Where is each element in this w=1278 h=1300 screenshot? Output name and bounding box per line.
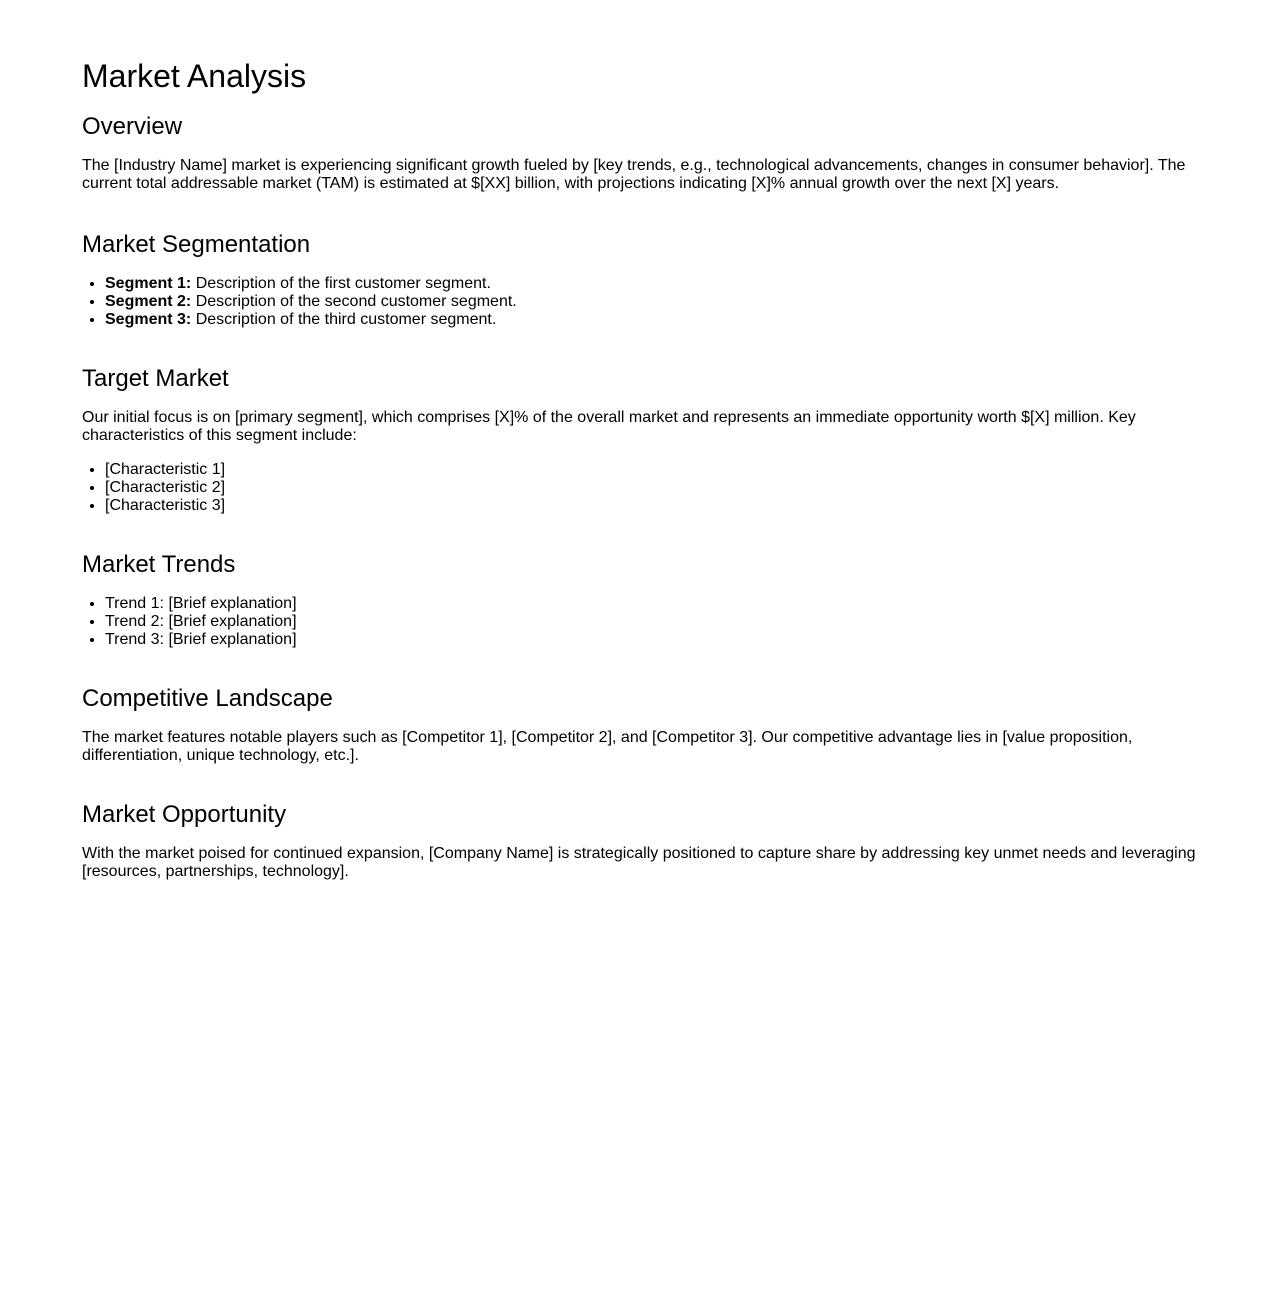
characteristic-list xyxy=(82,461,1198,515)
section-heading-competitive-landscape: Competitive Landscape xyxy=(82,685,333,712)
characteristic-item: • [Characteristic 1] xyxy=(105,461,1198,479)
segment-description: Description of the first customer segment. xyxy=(191,275,491,292)
segment-item xyxy=(105,293,1198,311)
segment-description: Description of the third customer segment. xyxy=(191,311,497,328)
characteristic-item: • [Characteristic 2] xyxy=(105,479,1198,497)
section-heading-market-trends: Market Trends xyxy=(82,551,236,578)
market-opportunity-paragraph: With the market poised for continued expansion, [Company Name] is strategically positioned to capture share by addressing key unmet needs and leveraging [resources, partnerships, technology]. xyxy=(82,845,1196,880)
segment-item xyxy=(105,311,1198,329)
section-target-market xyxy=(82,365,1198,515)
trend-list xyxy=(82,595,1198,649)
section-market-trends xyxy=(82,551,1198,649)
overview-paragraph: The [Industry Name] market is experiencing significant growth fueled by [key trends, e.g., technological advancements, changes in consumer behavior]. The current total addressable market (TAM) is estimated at $[XX] billion, with projections indicating [X]% annual growth over the next [X] years. xyxy=(82,157,1186,192)
characteristic-item: • [Characteristic 3] xyxy=(105,497,1198,515)
section-heading-overview: Overview xyxy=(82,113,183,140)
segment-item xyxy=(105,275,1198,293)
segment-label: Segment 2: xyxy=(105,293,192,310)
page-title: Market Analysis xyxy=(82,58,307,94)
section-heading-target-market: Target Market xyxy=(82,365,229,392)
trend-item: • Trend 3: [Brief explanation] xyxy=(105,631,1198,649)
section-overview xyxy=(82,113,1198,193)
section-heading-market-opportunity: Market Opportunity xyxy=(82,801,287,828)
section-heading-market-segmentation: Market Segmentation xyxy=(82,231,311,258)
competitive-landscape-paragraph: The market features notable players such as [Competitor 1], [Competitor 2], and [Competitor 3]. Our competitive advantage lies in [value proposition, differentiation, unique technology, etc.]. xyxy=(82,729,1133,764)
target-market-paragraph: Our initial focus is on [primary segment], which comprises [X]% of the overall market and represents an immediate opportunity worth $[X] million. Key characteristics of this segment include: xyxy=(82,409,1136,444)
segment-description: Description of the second customer segment. xyxy=(191,293,517,310)
section-competitive-landscape xyxy=(82,685,1198,765)
section-market-segmentation xyxy=(82,231,1198,329)
trend-item: • Trend 1: [Brief explanation] xyxy=(105,595,1198,613)
section-market-opportunity xyxy=(82,801,1198,881)
segment-list xyxy=(82,275,1198,329)
segment-label: Segment 3: xyxy=(105,311,192,328)
trend-item: • Trend 2: [Brief explanation] xyxy=(105,613,1198,631)
segment-label: Segment 1: xyxy=(105,275,192,292)
